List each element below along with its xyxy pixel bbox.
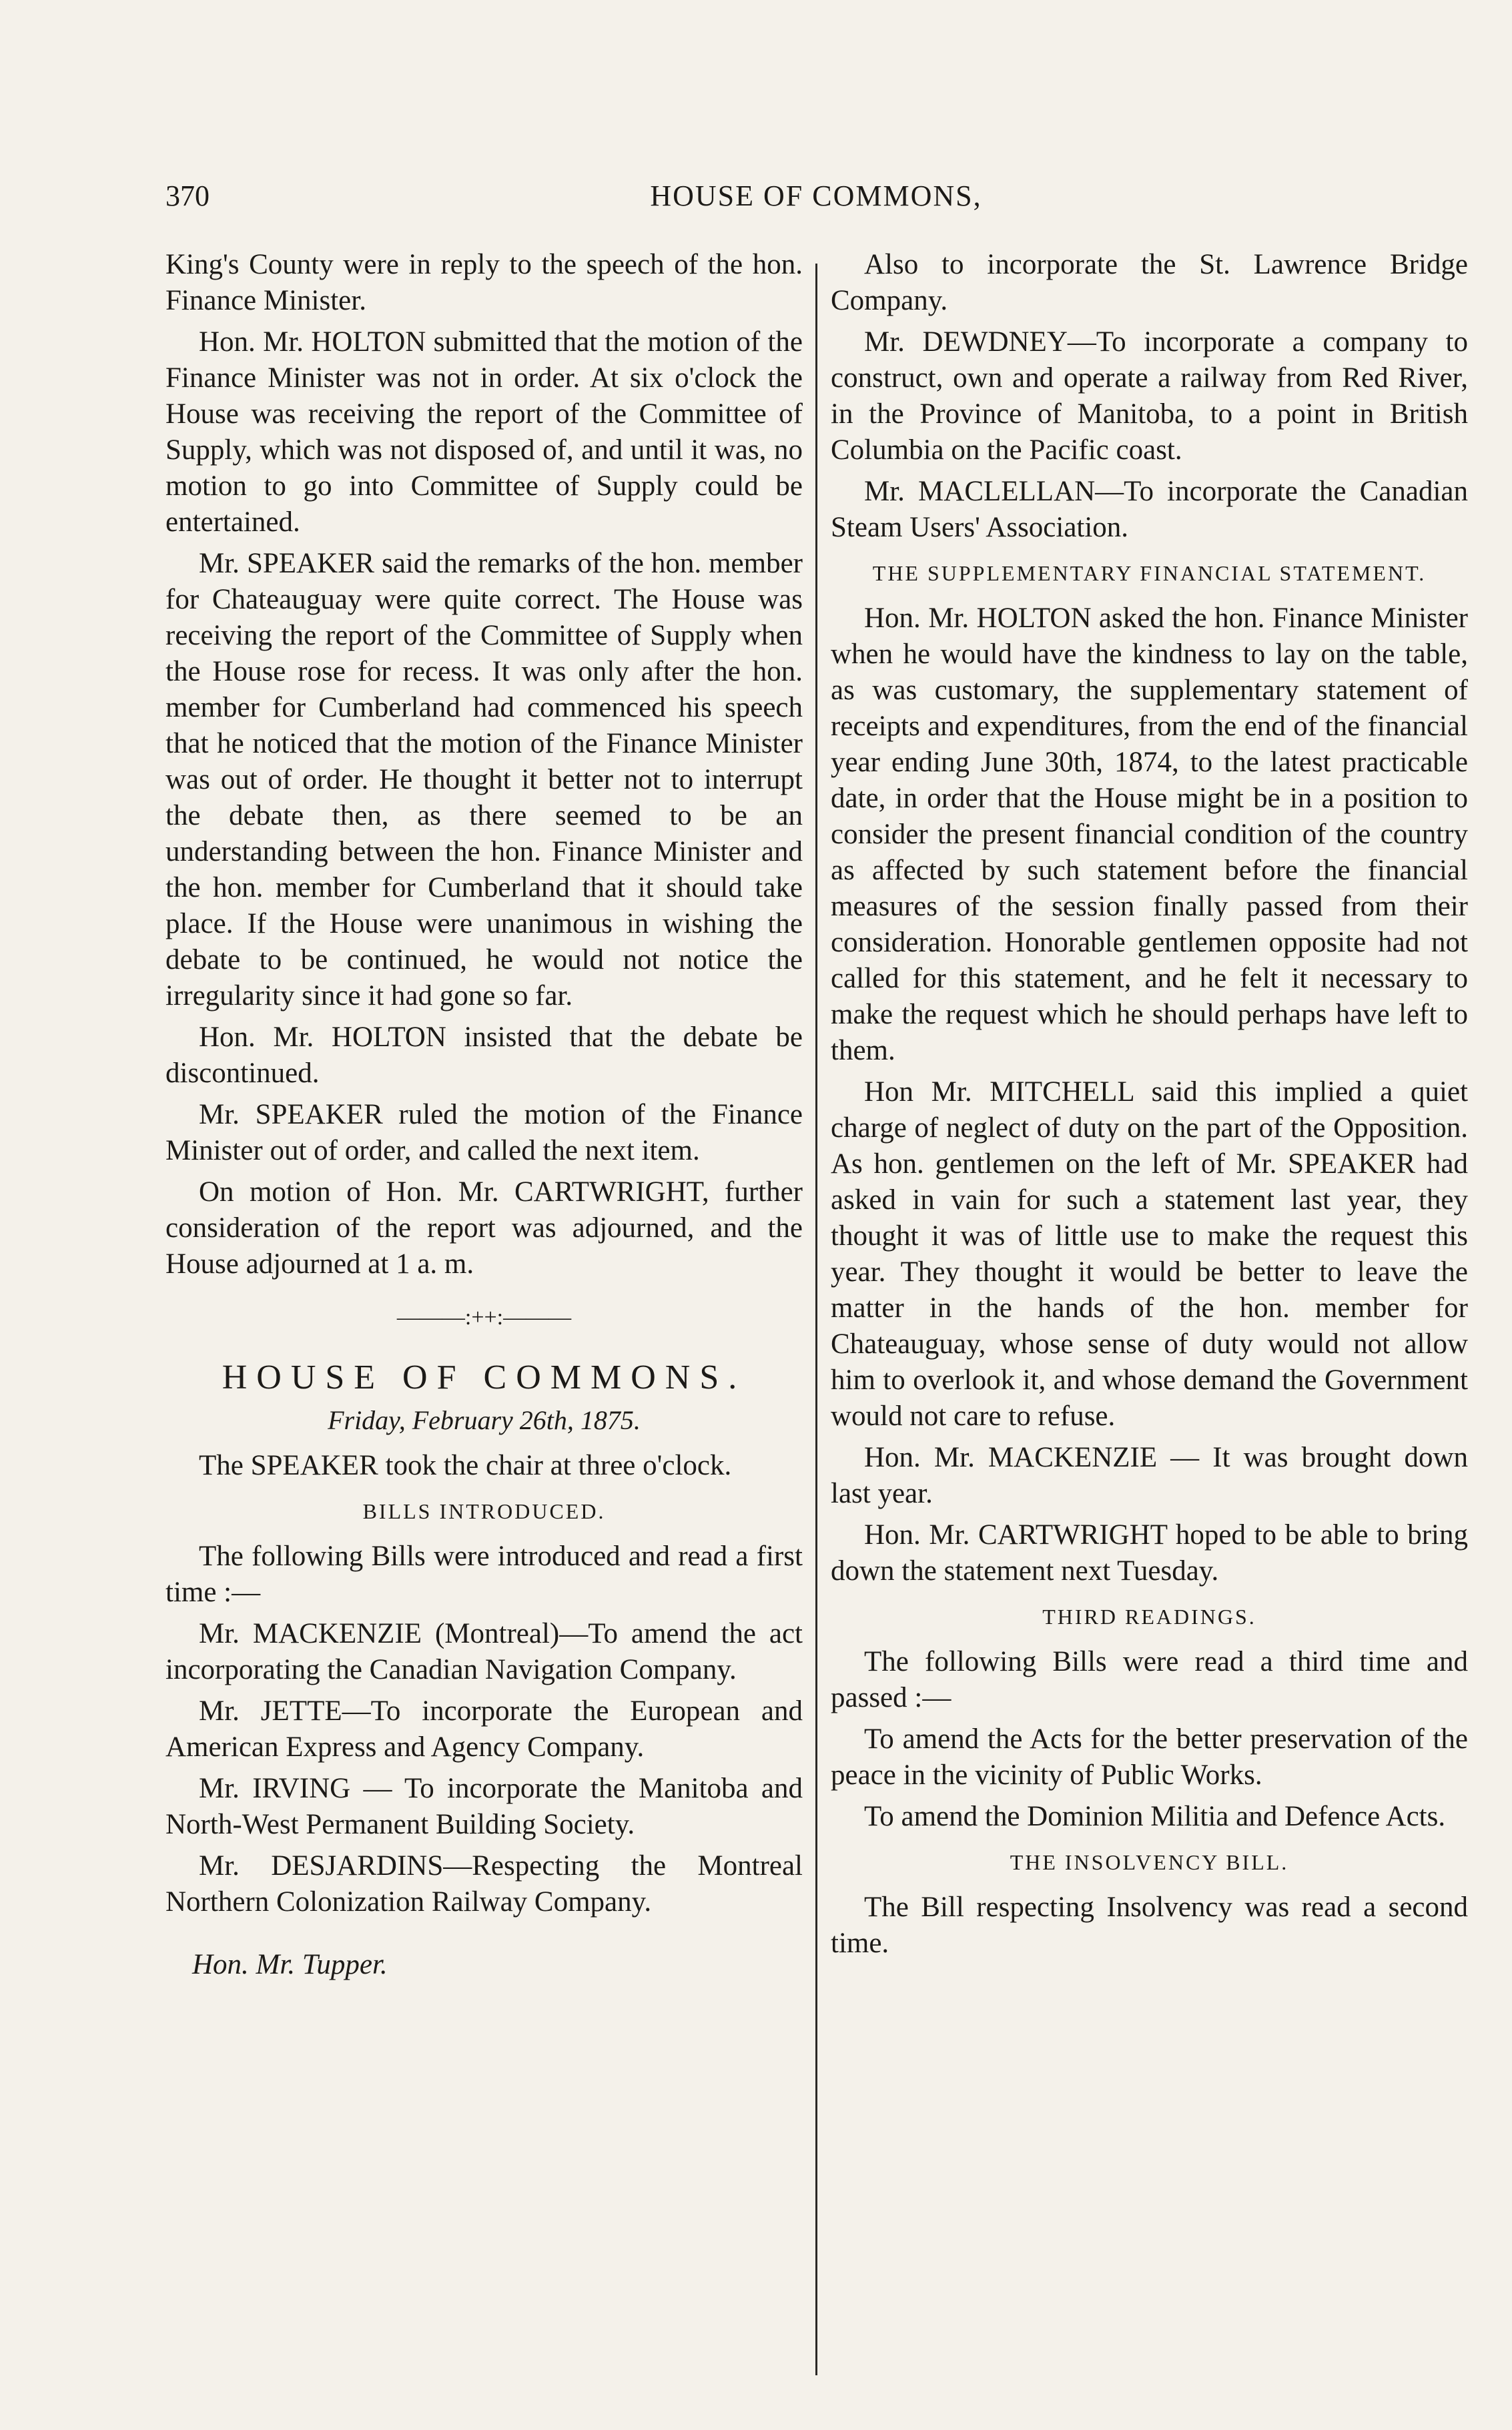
sitting-date: Friday, February 26th, 1875. bbox=[328, 1405, 641, 1435]
paragraph: Mr. DEWDNEY—To incorporate a company to construct, own and operate a railway from Red River, in the Province of Manitoba, to a point in British Columbia on the Pacific coast. bbox=[831, 326, 1468, 466]
right-column bbox=[831, 247, 1468, 1967]
section-heading-supplementary: THE SUPPLEMENTARY FINANCIAL STATEMENT. bbox=[872, 561, 1427, 585]
paragraph: To amend the Acts for the better preservation of the peace in the vicinity of Public Works. bbox=[831, 1723, 1468, 1791]
paragraph: Mr. SPEAKER ruled the motion of the Finance Minister out of order, and called the next item. bbox=[165, 1099, 803, 1166]
paragraph: King's County were in reply to the speech of the hon. Finance Minister. bbox=[165, 249, 803, 316]
paragraph: Mr. IRVING — To incorporate the Manitoba and North-West Permanent Building Society. bbox=[165, 1773, 803, 1840]
paragraph: Hon. Mr. HOLTON asked the hon. Finance Minister when he would have the kindness to lay on the table, as was customary, the supplementary statement of receipts and expenditures, from the end of the financial year ending June 30th, 1874, to the latest practicable date, in order that the House might be in a position to consider the present financial condition of the country as affected by such statement before the financial measures of the session finally passed from their consideration. Honorable gentlemen opposite had not called for this statement, and he felt it necessary to make the request which he should perhaps have left to them. bbox=[831, 602, 1468, 1066]
catchword: Hon. Mr. Tupper. bbox=[192, 1949, 388, 1980]
paragraph: The SPEAKER took the chair at three o'clock. bbox=[199, 1450, 732, 1481]
page-number: 370 bbox=[165, 179, 210, 212]
paragraph: Mr. MACLELLAN—To incorporate the Canadian Steam Users' Association. bbox=[831, 476, 1468, 543]
paragraph: Hon. Mr. HOLTON insisted that the debate be discontinued. bbox=[165, 1022, 803, 1089]
page-header bbox=[165, 179, 1467, 226]
section-heading-insolvency: THE INSOLVENCY BILL. bbox=[1010, 1850, 1289, 1874]
paragraph: To amend the Dominion Militia and Defence Acts. bbox=[864, 1801, 1446, 1832]
column-rule bbox=[815, 264, 817, 2375]
paragraph: The following Bills were read a third time and passed :— bbox=[831, 1646, 1468, 1713]
left-column bbox=[165, 247, 803, 1983]
paragraph: Mr. SPEAKER said the remarks of the hon. member for Chateauguay were quite correct. The House was receiving the report of the Committee of Supply when the House rose for recess. It was only after the hon. member for Cumberland had commenced his speech that he noticed that the motion of the Finance Minister was out of order. He thought it better not to interrupt the debate then, as there seemed to be an understanding between the hon. Finance Minister and the hon. member for Cumberland that it should take place. If the House were unanimous in wishing the debate to be continued, he would not notice the irregularity since it had gone so far. bbox=[165, 548, 803, 1011]
paragraph: Mr. MACKENZIE (Montreal)—To amend the act incorporating the Canadian Navigation Company. bbox=[165, 1618, 803, 1685]
section-heading-third-readings: THIRD READINGS. bbox=[1042, 1605, 1256, 1629]
running-title: HOUSE OF COMMONS, bbox=[650, 179, 982, 212]
paragraph: On motion of Hon. Mr. CARTWRIGHT, further consideration of the report was adjourned, and the House adjourned at 1 a. m. bbox=[165, 1176, 803, 1280]
paragraph: Hon. Mr. HOLTON submitted that the motion of the Finance Minister was not in order. At six o'clock the House was receiving the report of the Committee of Supply, which was not disposed of, and until it was, no motion to go into Committee of Supply could be entertained. bbox=[165, 326, 803, 538]
paragraph: Mr. DESJARDINS—Respecting the Montreal Northern Colonization Railway Company. bbox=[165, 1850, 803, 1918]
paragraph: Also to incorporate the St. Lawrence Bridge Company. bbox=[831, 249, 1468, 316]
house-heading: HOUSE OF COMMONS. bbox=[222, 1358, 747, 1396]
section-heading-bills-introduced: BILLS INTRODUCED. bbox=[362, 1499, 606, 1523]
section-divider: ———:++:——— bbox=[396, 1305, 572, 1330]
paragraph: Hon. Mr. MACKENZIE — It was brought down last year. bbox=[831, 1442, 1468, 1509]
paragraph: The Bill respecting Insolvency was read a second time. bbox=[831, 1892, 1468, 1959]
paragraph: Hon Mr. MITCHELL said this implied a quiet charge of neglect of duty on the part of the Opposition. As hon. gentlemen on the left of Mr. SPEAKER had asked in vain for such a statement last year, they thought it was of little use to make the request this year. They thought it would be better to leave the matter in the hands of the hon. member for Chateauguay, whose sense of duty would not allow him to overlook it, and whose demand the Government would not care to refuse. bbox=[831, 1076, 1468, 1432]
paragraph: Mr. JETTE—To incorporate the European and American Express and Agency Company. bbox=[165, 1695, 803, 1763]
paragraph: The following Bills were introduced and read a first time :— bbox=[165, 1541, 803, 1608]
paragraph: Hon. Mr. CARTWRIGHT hoped to be able to bring down the statement next Tuesday. bbox=[831, 1519, 1468, 1587]
